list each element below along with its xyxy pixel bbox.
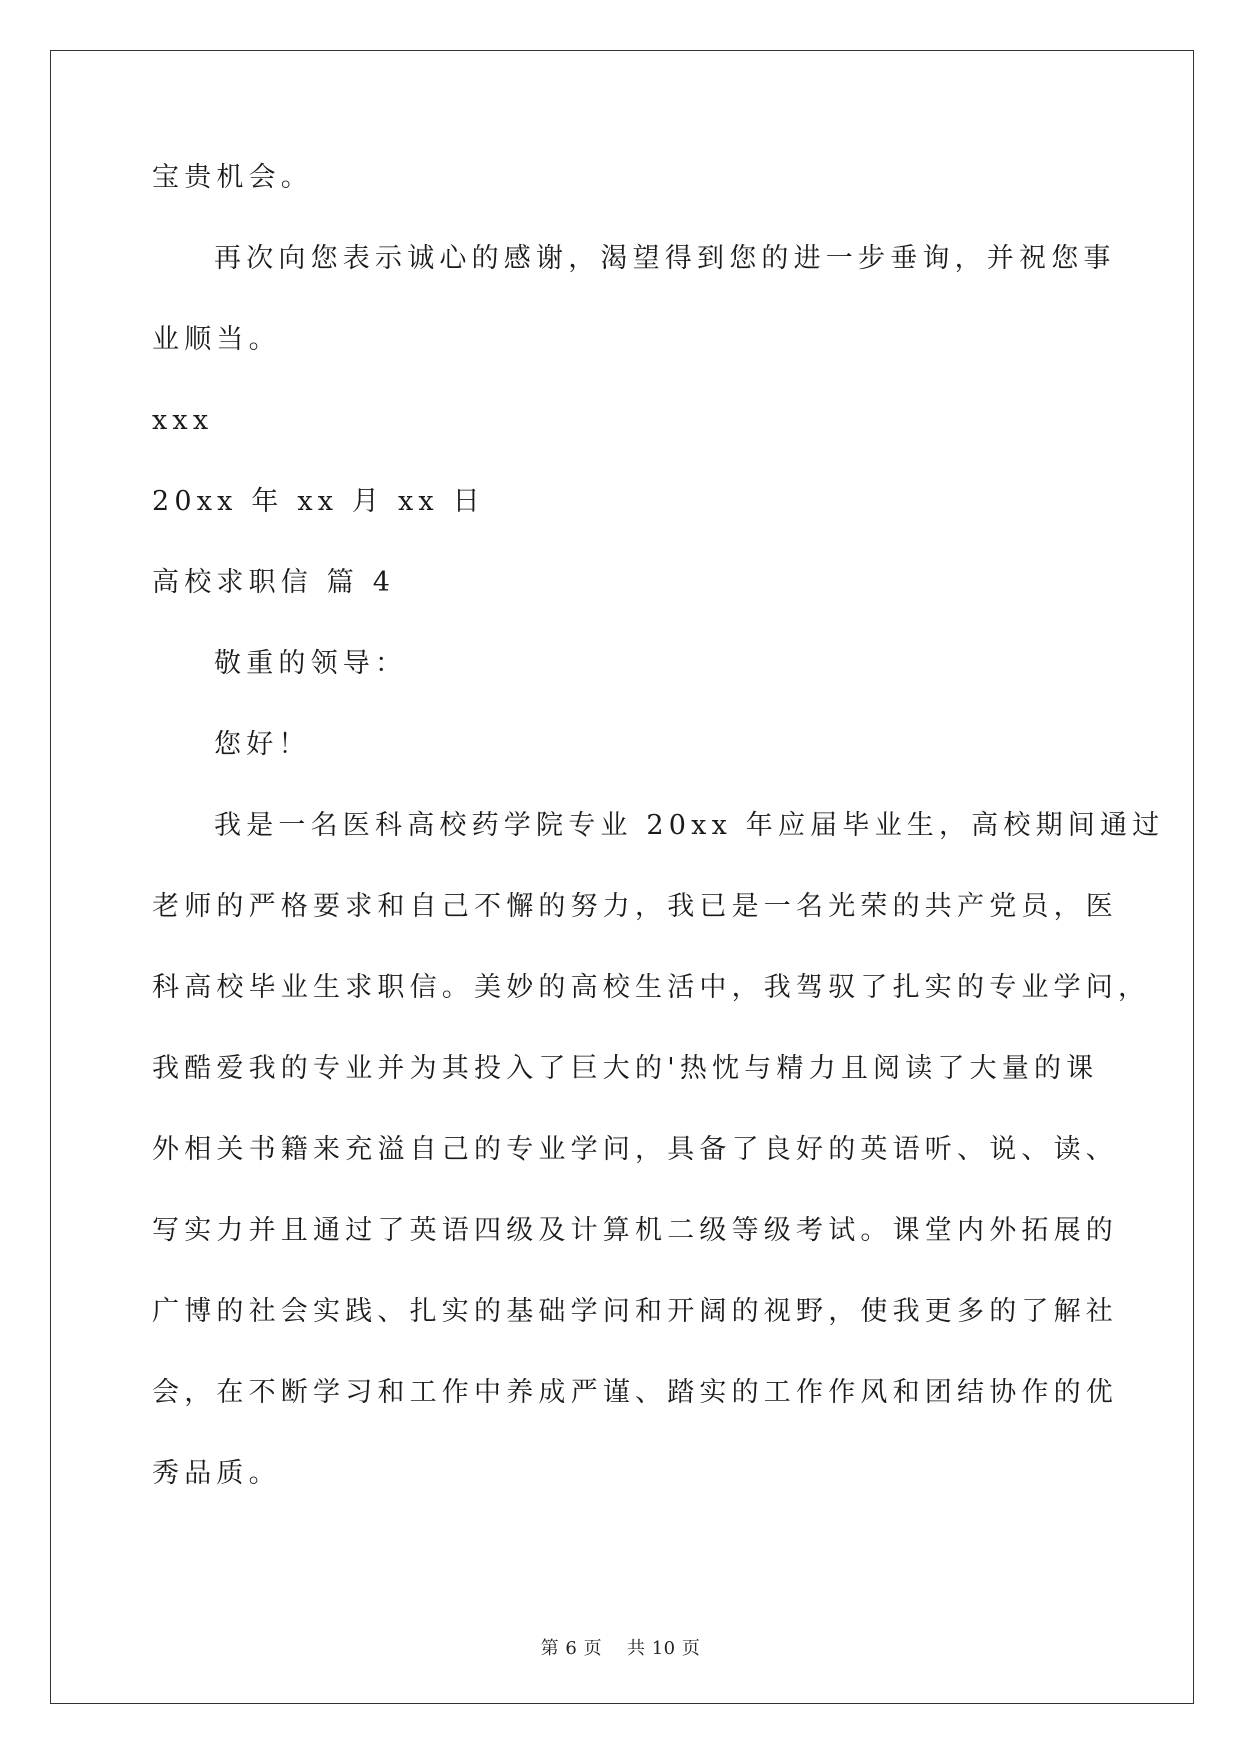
signature-name: xxx bbox=[152, 405, 214, 436]
text-line-16: 会，在不断学习和工作中养成严谨、踏实的工作作风和团结协作的优 bbox=[152, 1377, 1118, 1408]
signature-date: 20xx 年 xx 月 xx 日 bbox=[152, 486, 485, 517]
section-heading: 高校求职信 篇 4 bbox=[152, 567, 396, 598]
page-total: 共 10 页 bbox=[626, 1638, 701, 1659]
page-number: 第 6 页 bbox=[540, 1638, 603, 1659]
document-body bbox=[152, 158, 1165, 1535]
text-line-10: 老师的严格要求和自己不懈的努力，我已是一名光荣的共产党员，医 bbox=[152, 891, 1118, 922]
text-line-17: 秀品质。 bbox=[152, 1458, 281, 1489]
text-line-1: 宝贵机会。 bbox=[152, 162, 313, 193]
greeting: 您好！ bbox=[214, 729, 311, 760]
text-line-14: 写实力并且通过了英语四级及计算机二级等级考试。课堂内外拓展的 bbox=[152, 1215, 1118, 1246]
salutation: 敬重的领导： bbox=[214, 648, 408, 679]
text-line-3: 业顺当。 bbox=[152, 324, 281, 355]
text-line-13: 外相关书籍来充溢自己的专业学问，具备了良好的英语听、说、读、 bbox=[152, 1134, 1118, 1165]
text-line-15: 广博的社会实践、扎实的基础学问和开阔的视野，使我更多的了解社 bbox=[152, 1296, 1118, 1327]
text-line-2: 再次向您表示诚心的感谢，渴望得到您的进一步垂询，并祝您事 bbox=[214, 243, 1116, 274]
page-footer bbox=[0, 1634, 1241, 1660]
text-line-12: 我酷爱我的专业并为其投入了巨大的'热忱与精力且阅读了大量的课 bbox=[152, 1053, 1099, 1084]
text-line-11: 科高校毕业生求职信。美妙的高校生活中，我驾驭了扎实的专业学问， bbox=[152, 972, 1151, 1003]
text-line-9: 我是一名医科高校药学院专业 20xx 年应届毕业生，高校期间通过 bbox=[214, 810, 1165, 841]
